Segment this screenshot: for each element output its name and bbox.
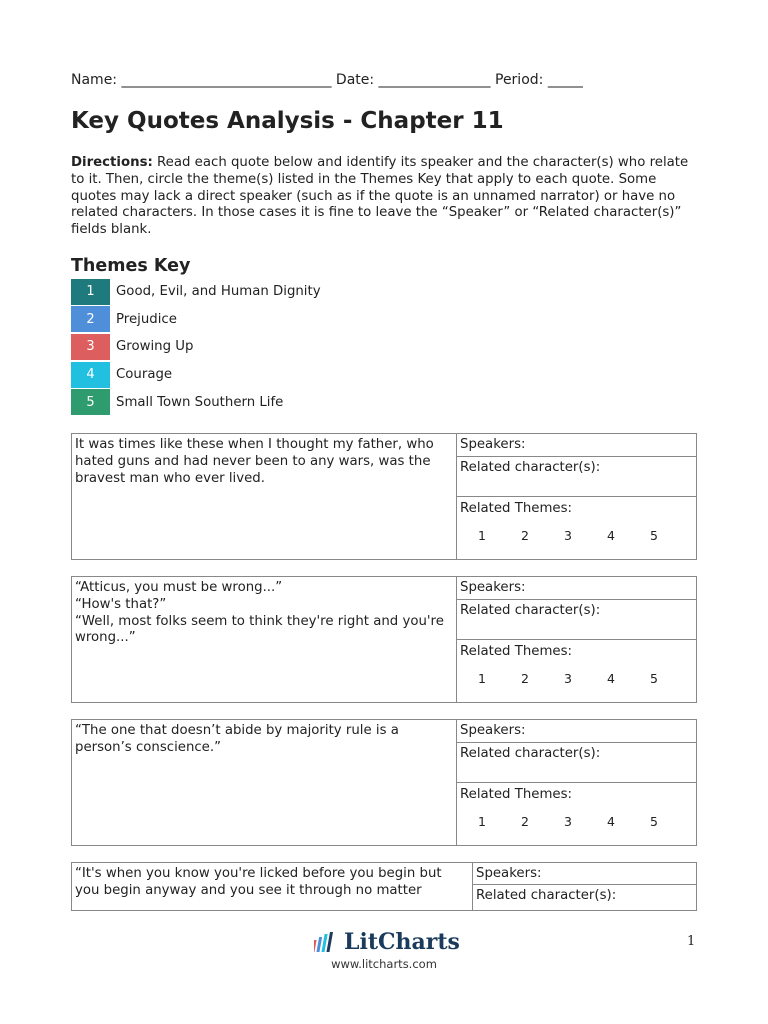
quote-line: It was times like these when I thought my father, who hated guns and had never been to any wars, was the bravest man who ever lived. [75,437,439,486]
themes-key-heading: Themes Key [71,256,191,276]
theme-option[interactable]: 5 [650,671,658,686]
theme-number-badge: 3 [71,334,110,360]
related-themes-field [457,640,696,690]
related-characters-field[interactable]: Related character(s): [476,888,617,903]
quote-fields [473,863,696,910]
litcharts-logo-icon [314,932,340,952]
quote-box-3 [71,719,697,846]
theme-row [71,388,321,416]
quote-line: “How's that?” [75,596,167,612]
quote-line: “The one that doesn’t abide by majority rule is a person’s conscience.” [75,723,404,755]
quote-line: “It's when you know you're licked before you begin but you begin anyway and you see it through no matter [75,866,446,898]
litcharts-logo[interactable] [314,929,460,955]
related-themes-field [457,497,696,547]
related-themes-label: Related Themes: [460,501,572,516]
quote-box-2 [71,576,697,703]
quote-text [72,434,457,559]
quote-line: “Well, most folks seem to think they're right and you're wrong...” [75,613,449,646]
theme-number-options [460,814,693,829]
theme-option[interactable]: 4 [607,814,615,829]
themes-key-list [71,278,321,416]
quote-line: “Atticus, you must be wrong...” [75,580,283,595]
name-date-period-line: Name: ______________________________ Date: ________________ Period: _____ [71,72,583,88]
directions-label: Directions: [71,155,153,170]
theme-option[interactable]: 5 [650,814,658,829]
theme-number-options [460,528,693,543]
logo-text: LitCharts [344,929,460,955]
quote-fields [457,720,696,845]
directions-paragraph [71,155,691,239]
quote-fields [457,577,696,702]
theme-option[interactable]: 2 [521,528,529,543]
theme-option[interactable]: 3 [564,528,572,543]
related-characters-field[interactable]: Related character(s): [457,600,696,640]
theme-option[interactable]: 1 [478,814,486,829]
theme-option[interactable]: 1 [478,528,486,543]
theme-number-badge: 1 [71,279,110,305]
theme-label: Growing Up [116,339,194,355]
theme-option[interactable]: 4 [607,528,615,543]
related-characters-field[interactable]: Related character(s): [457,457,696,497]
related-themes-label: Related Themes: [460,644,572,659]
theme-row [71,361,321,389]
related-characters-field[interactable]: Related character(s): [457,743,696,783]
theme-label: Small Town Southern Life [116,394,284,410]
theme-label: Good, Evil, and Human Dignity [116,284,321,300]
theme-option[interactable]: 3 [564,671,572,686]
quote-box-4 [71,862,697,911]
related-themes-field [457,783,696,833]
theme-option[interactable]: 2 [521,671,529,686]
quote-text [72,720,457,845]
theme-row [71,278,321,306]
theme-number-badge: 2 [71,306,110,332]
footer-url[interactable]: www.litcharts.com [331,957,437,971]
quote-text [72,863,473,910]
speakers-field[interactable]: Speakers: [473,863,696,885]
page-number: 1 [687,934,696,949]
speakers-field[interactable]: Speakers: [457,720,696,743]
theme-option[interactable]: 4 [607,671,615,686]
quote-text [72,577,457,702]
theme-number-badge: 4 [71,362,110,388]
theme-row [71,306,321,334]
directions-text: Read each quote below and identify its speaker and the character(s) who relate to it. Then, circle the theme(s) listed in the Themes Key that apply to each quote. Some quotes may lack a direct speaker (such as if the quote is an unnamed narrator) or have no related characters. In those cases it is fine to leave the “Speaker” or “Related character(s)” fields blank. [71,155,689,238]
theme-option[interactable]: 3 [564,814,572,829]
theme-option[interactable]: 5 [650,528,658,543]
quote-box-1 [71,433,697,560]
page-title: Key Quotes Analysis - Chapter 11 [71,108,504,134]
theme-option[interactable]: 1 [478,671,486,686]
quote-fields [457,434,696,559]
theme-number-options [460,671,693,686]
theme-option[interactable]: 2 [521,814,529,829]
speakers-field[interactable]: Speakers: [457,577,696,600]
theme-label: Courage [116,367,173,383]
theme-number-badge: 5 [71,389,110,415]
theme-row [71,333,321,361]
related-themes-label: Related Themes: [460,787,572,802]
theme-label: Prejudice [116,311,177,327]
speakers-field[interactable]: Speakers: [457,434,696,457]
